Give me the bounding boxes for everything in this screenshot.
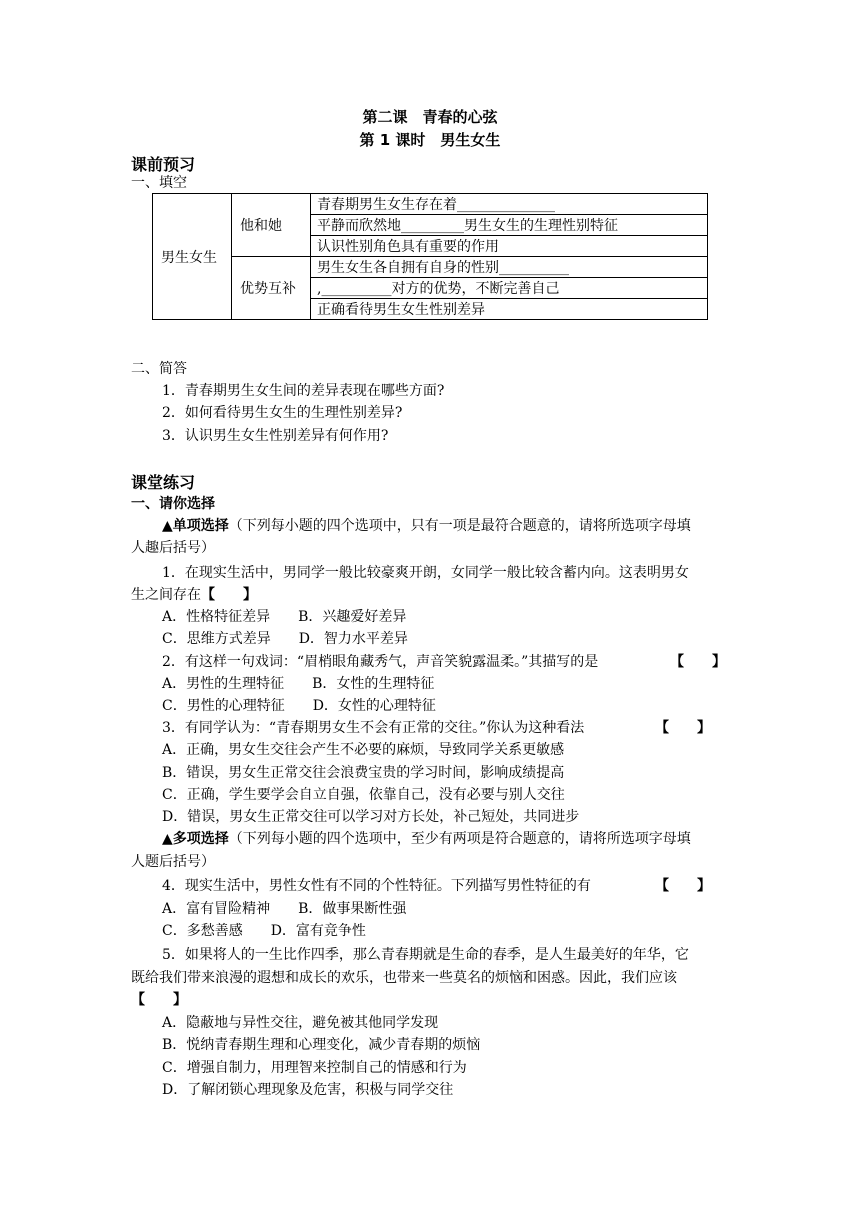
q1-options-ab: A．性格特征差异 B．兴趣爱好差异: [162, 609, 407, 625]
preview-heading: 课前预习: [131, 155, 196, 174]
table-row: 平静而欣然地_________男生女生的生理性别特征: [311, 215, 708, 236]
table-row: 青春期男生女生存在着______________: [311, 194, 708, 215]
single-choice-desc-cont: 人趣后括号）: [131, 540, 215, 556]
multi-choice-desc-cont: 人题后括号）: [131, 854, 215, 870]
q1-stem-text: 生之间存在: [131, 587, 201, 603]
q2-stem: 2．有这样一句戏词：“眉梢眼角藏秀气，声音笑貌露温柔。”其描写的是: [162, 654, 599, 670]
table-row: 认识性别角色具有重要的作用: [311, 236, 708, 257]
multi-choice-marker: ▲多项选择: [162, 831, 229, 847]
q3-option-c: C．正确，学生要学会自立自强，依靠自己，没有必要与别人交往: [162, 787, 565, 803]
q5-option-c: C．增强自制力，用理智来控制自己的情感和行为: [162, 1060, 467, 1076]
lesson-title: 第二课 青春的心弦: [362, 108, 498, 126]
multi-choice-desc: （下列每小题的四个选项中，至少有两项是符合题意的，请将所选项字母填: [228, 831, 691, 847]
q2-options-cd: C．男性的心理特征 D．女性的心理特征: [162, 698, 436, 714]
q4-options-cd: C．多愁善感 D．富有竞争性: [162, 923, 366, 939]
q1-stem: 1．在现实生活中，男同学一般比较豪爽开朗，女同学一般比较含蓄内向。这表明男女: [162, 565, 689, 581]
q3-stem: 3．有同学认为：“青春期男女生不会有正常的交往。”你认为这种看法: [162, 720, 585, 736]
q5-option-b: B．悦纳青春期生理和心理变化，减少青春期的烦恼: [162, 1037, 481, 1053]
answer-bracket: 【 】: [201, 587, 257, 603]
answer-bracket: 【 】: [670, 654, 726, 670]
answer-bracket: 【 】: [655, 720, 711, 736]
q5-stem: 5．如果将人的一生比作四季，那么青春期就是生命的春季，是人生最美好的年华，它: [162, 947, 689, 963]
q5-stem-cont: 既给我们带来浪漫的遐想和成长的欢乐，也带来一些莫名的烦恼和困惑。因此，我们应该: [131, 970, 677, 986]
q5-option-d: D．了解闭锁心理现象及危害，积极与同学交往: [162, 1082, 454, 1098]
table-group-him-her: 他和她: [232, 194, 311, 257]
table-col-main: 男生女生: [153, 194, 232, 320]
q1-stem-cont: [131, 584, 257, 606]
choice-heading: 一、请你选择: [131, 496, 215, 512]
answer-bracket: 【 】: [131, 992, 187, 1008]
multi-choice-instruction: [162, 828, 691, 850]
short-question: 3．认识男生女生性别差异有何作用?: [162, 428, 389, 444]
short-question: 2．如何看待男生女生的生理性别差异?: [162, 405, 403, 421]
table-row: 正确看待男生女生性别差异: [311, 299, 708, 320]
single-choice-marker: ▲单项选择: [162, 518, 229, 534]
fill-heading: 一、填空: [131, 175, 187, 191]
table-group-complement: 优势互补: [232, 257, 311, 320]
table-row: 男生女生各自拥有自身的性别__________: [311, 257, 708, 278]
answer-bracket: 【 】: [655, 878, 711, 894]
fill-blank-table: [152, 193, 708, 320]
q3-option-d: D．错误，男女生正常交往可以学习对方长处，补己短处，共同进步: [162, 809, 580, 825]
table-row: ,__________对方的优势，不断完善自己: [311, 278, 708, 299]
short-question: 1．青春期男生女生间的差异表现在哪些方面?: [162, 383, 445, 399]
q4-options-ab: A．富有冒险精神 B．做事果断性强: [162, 901, 407, 917]
single-choice-instruction: [162, 515, 691, 537]
short-answer-heading: 二、简答: [131, 361, 187, 377]
practice-heading: 课堂练习: [131, 473, 196, 492]
q3-option-b: B．错误，男女生正常交往会浪费宝贵的学习时间，影响成绩提高: [162, 765, 565, 781]
q4-stem: 4．现实生活中，男性女性有不同的个性特征。下列描写男性特征的有: [162, 878, 591, 894]
q2-options-ab: A．男性的生理特征 B．女性的生理特征: [162, 676, 435, 692]
q1-options-cd: C．思维方式差异 D．智力水平差异: [162, 631, 408, 647]
q5-option-a: A．隐蔽地与异性交往，避免被其他同学发现: [162, 1015, 439, 1031]
single-choice-desc: （下列每小题的四个选项中，只有一项是最符合题意的，请将所选项字母填: [228, 518, 691, 534]
q3-option-a: A．正确，男女生交往会产生不必要的麻烦，导致同学关系更敏感: [162, 742, 565, 758]
lesson-subtitle: 第 1 课时 男生女生: [359, 131, 501, 149]
